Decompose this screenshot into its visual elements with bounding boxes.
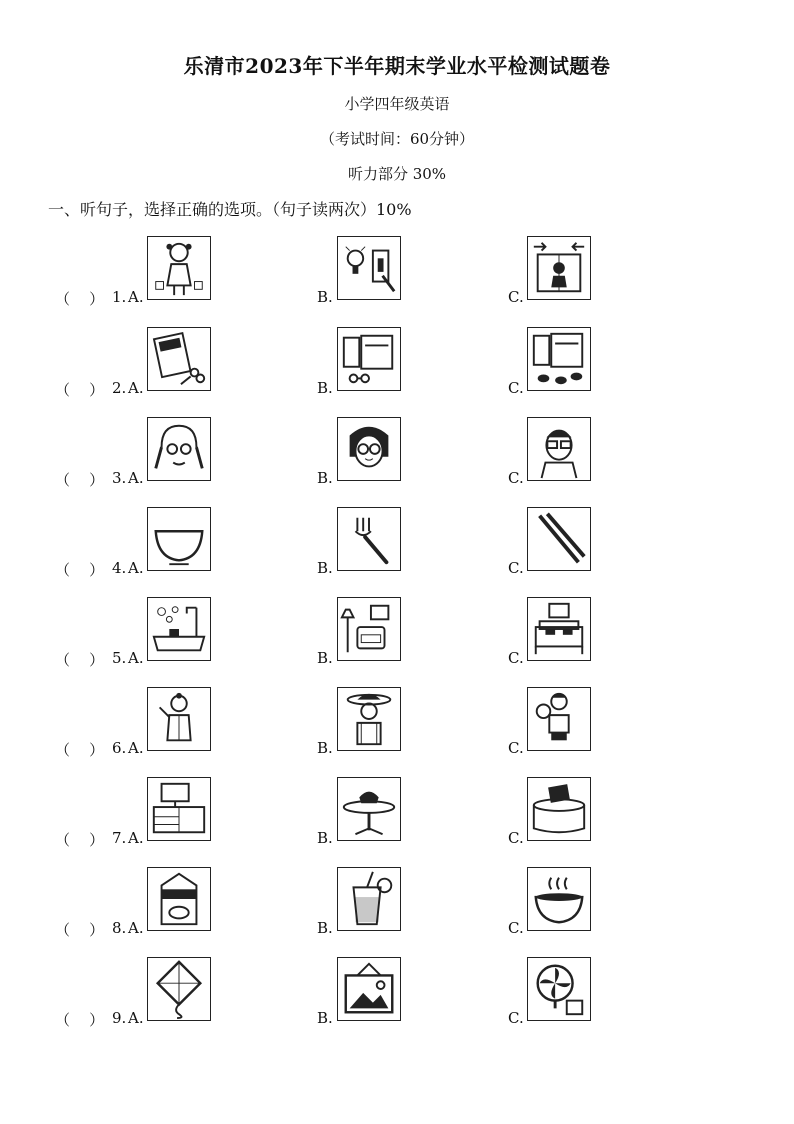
option-label-c: C. — [508, 469, 524, 487]
section-heading: 一、听句子，选择正确的选项。（句子读两次）10% — [48, 200, 412, 219]
question-number: 7. — [112, 829, 127, 847]
exam-time: （考试时间：60分钟） — [319, 130, 475, 148]
storybooks-keys-icon[interactable] — [337, 327, 401, 391]
answer-blank[interactable]: （ ） — [55, 921, 105, 939]
soup-icon[interactable] — [527, 867, 591, 931]
option-label-a: A. — [128, 469, 144, 487]
exam-subtitle: 小学四年级英语 — [344, 95, 450, 113]
option-label-b: B. — [317, 739, 333, 757]
question-row — [0, 867, 794, 947]
question-number: 8. — [112, 919, 127, 937]
storybooks-candies-icon[interactable] — [527, 327, 591, 391]
question-number: 4. — [112, 559, 127, 577]
question-row — [0, 777, 794, 857]
option-label-a: A. — [128, 919, 144, 937]
juice-icon[interactable] — [337, 867, 401, 931]
answer-blank[interactable]: （ ） — [55, 381, 105, 399]
window-icon[interactable] — [527, 236, 591, 300]
option-label-c: C. — [508, 288, 524, 306]
option-label-c: C. — [508, 739, 524, 757]
girl-icon[interactable] — [147, 236, 211, 300]
option-label-b: B. — [317, 649, 333, 667]
question-number: 3. — [112, 469, 127, 487]
answer-blank[interactable]: （ ） — [55, 471, 105, 489]
milk-carton-icon[interactable] — [147, 867, 211, 931]
question-row — [0, 327, 794, 407]
question-row — [0, 236, 794, 316]
girl-glasses-icon[interactable] — [337, 417, 401, 481]
man-glasses-icon[interactable] — [527, 417, 591, 481]
phone-table-icon[interactable] — [337, 777, 401, 841]
living-room-icon[interactable] — [337, 597, 401, 661]
question-number: 1. — [112, 288, 127, 306]
answer-blank[interactable]: （ ） — [55, 290, 105, 308]
option-label-c: C. — [508, 379, 524, 397]
question-row — [0, 597, 794, 677]
option-label-a: A. — [128, 379, 144, 397]
option-label-a: A. — [128, 559, 144, 577]
option-label-c: C. — [508, 1009, 524, 1027]
option-label-b: B. — [317, 379, 333, 397]
listening-part: 听力部分 30% — [347, 165, 447, 183]
question-row — [0, 417, 794, 497]
answer-blank[interactable]: （ ） — [55, 831, 105, 849]
option-label-b: B. — [317, 288, 333, 306]
tablet-table-icon[interactable] — [527, 777, 591, 841]
option-label-c: C. — [508, 559, 524, 577]
question-number: 6. — [112, 739, 127, 757]
option-label-a: A. — [128, 829, 144, 847]
question-number: 9. — [112, 1009, 127, 1027]
farmer-icon[interactable] — [337, 687, 401, 751]
option-label-b: B. — [317, 919, 333, 937]
option-label-c: C. — [508, 649, 524, 667]
doctor-icon[interactable] — [147, 687, 211, 751]
picture-icon[interactable] — [337, 957, 401, 1021]
option-label-a: A. — [128, 649, 144, 667]
option-label-c: C. — [508, 919, 524, 937]
option-label-a: A. — [128, 288, 144, 306]
question-row — [0, 507, 794, 587]
girl-braids-glasses-icon[interactable] — [147, 417, 211, 481]
exam-title: 乐清市2023年下半年期末学业水平检测试题卷 — [183, 54, 611, 78]
answer-blank[interactable]: （ ） — [55, 1011, 105, 1029]
question-row — [0, 687, 794, 767]
question-number: 5. — [112, 649, 127, 667]
math-book-keys-icon[interactable] — [147, 327, 211, 391]
computer-desk-icon[interactable] — [147, 777, 211, 841]
bedroom-icon[interactable] — [527, 597, 591, 661]
fork-icon[interactable] — [337, 507, 401, 571]
bowl-icon[interactable] — [147, 507, 211, 571]
option-label-b: B. — [317, 1009, 333, 1027]
option-label-b: B. — [317, 829, 333, 847]
answer-blank[interactable]: （ ） — [55, 741, 105, 759]
answer-blank[interactable]: （ ） — [55, 651, 105, 669]
light-switch-icon[interactable] — [337, 236, 401, 300]
bathroom-icon[interactable] — [147, 597, 211, 661]
kite-icon[interactable] — [147, 957, 211, 1021]
option-label-a: A. — [128, 739, 144, 757]
option-label-b: B. — [317, 469, 333, 487]
question-number: 2. — [112, 379, 127, 397]
option-label-b: B. — [317, 559, 333, 577]
chopsticks-icon[interactable] — [527, 507, 591, 571]
option-label-c: C. — [508, 829, 524, 847]
fan-icon[interactable] — [527, 957, 591, 1021]
option-label-a: A. — [128, 1009, 144, 1027]
question-row — [0, 957, 794, 1037]
football-player-icon[interactable] — [527, 687, 591, 751]
answer-blank[interactable]: （ ） — [55, 561, 105, 579]
